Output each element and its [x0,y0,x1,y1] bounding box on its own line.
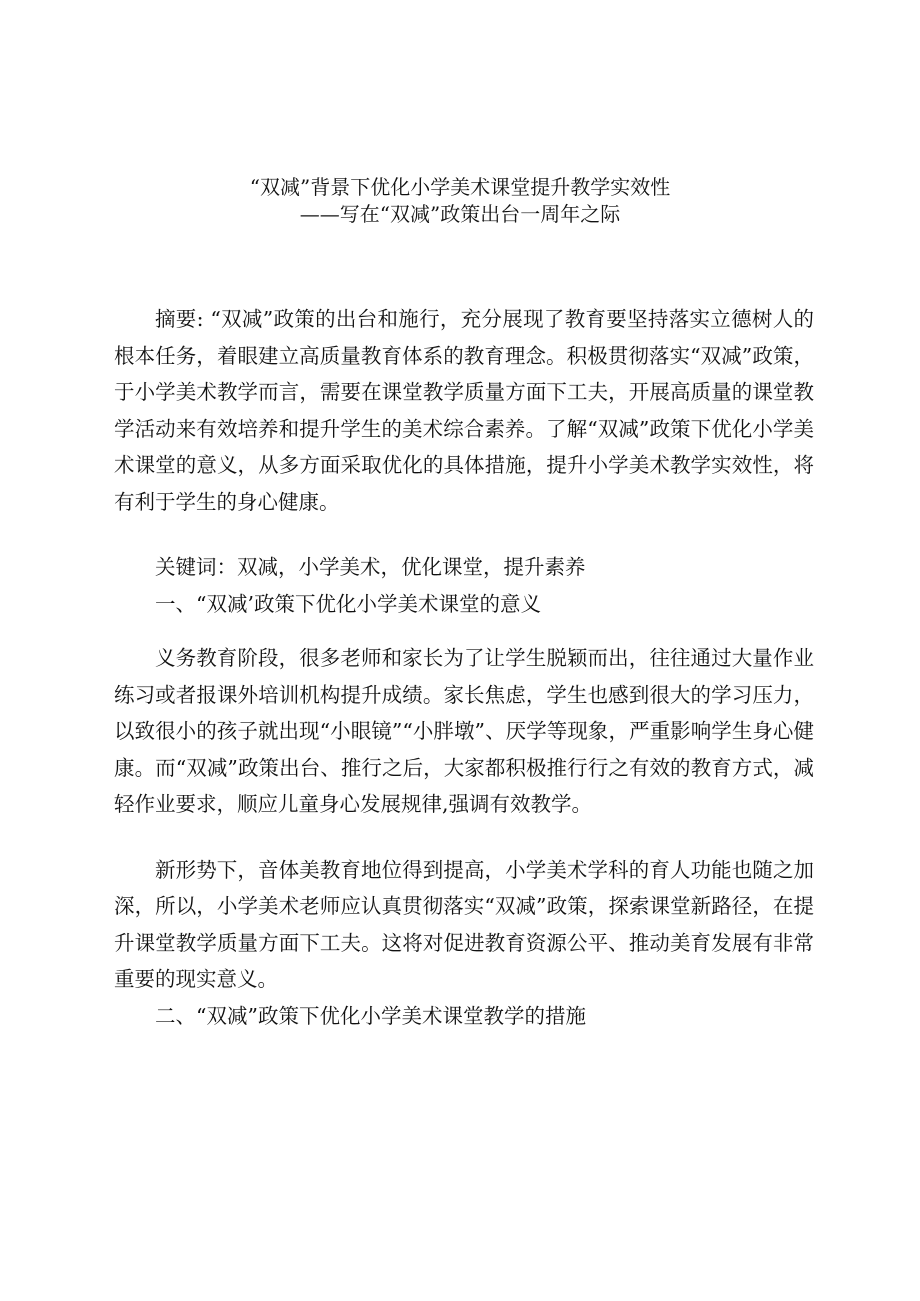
title-block [0,174,920,228]
abstract-paragraph: 摘要: “双减”政策的出台和施行，充分展现了教育要坚持落实立德树人的根本任务，着眼建立高质量教育体系的教育理念。积极贯彻落实“双减”政策，于小学美术教学而言，需要在课堂教学质量方面下工夫，开展高质量的课堂教学活动来有效培养和提升学生的美术综合素养。了解“双减”政策下优化小学美术课堂的意义，从多方面采取优化的具体措施，提升小学美术教学实效性，将有利于学生的身心健康。 [114,307,814,514]
section-2-heading: 二、“双减”政策下优化小学美术课堂教学的措施 [155,1003,586,1028]
keywords-line: 关键词：双减，小学美术，优化课堂，提升素养 [155,555,586,579]
document-subtitle: ——写在“双减”政策出台一周年之际 [299,202,621,226]
section-1-paragraph-1: 义务教育阶段，很多老师和家长为了让学生脱颖而出，往往通过大量作业练习或者报课外培训机构提升成绩。家长焦虑，学生也感到很大的学习压力，以致很小的孩子就出现“小眼镜”“小胖墩”、厌学等现象，严重影响学生身心健康。而“双减”政策出台、推行之后，大家都积极推行行之有效的教育方式，减轻作业要求，顺应儿童身心发展规律,强调有效教学。 [114,646,814,816]
section-1-paragraph-2: 新形势下，音体美教育地位得到提高，小学美术学科的育人功能也随之加深，所以，小学美术老师应认真贯彻落实“双减”政策，探索课堂新路径，在提升课堂教学质量方面下工夫。这将对促进教育资源公平、推动美育发展有非常重要的现实意义。 [114,857,814,991]
section-1-heading: 一、“双减’政策下优化小学美术课堂的意义 [155,591,541,616]
document-title: “双减”背景下优化小学美术课堂提升教学实效性 [249,175,671,199]
document-body [114,301,814,1034]
